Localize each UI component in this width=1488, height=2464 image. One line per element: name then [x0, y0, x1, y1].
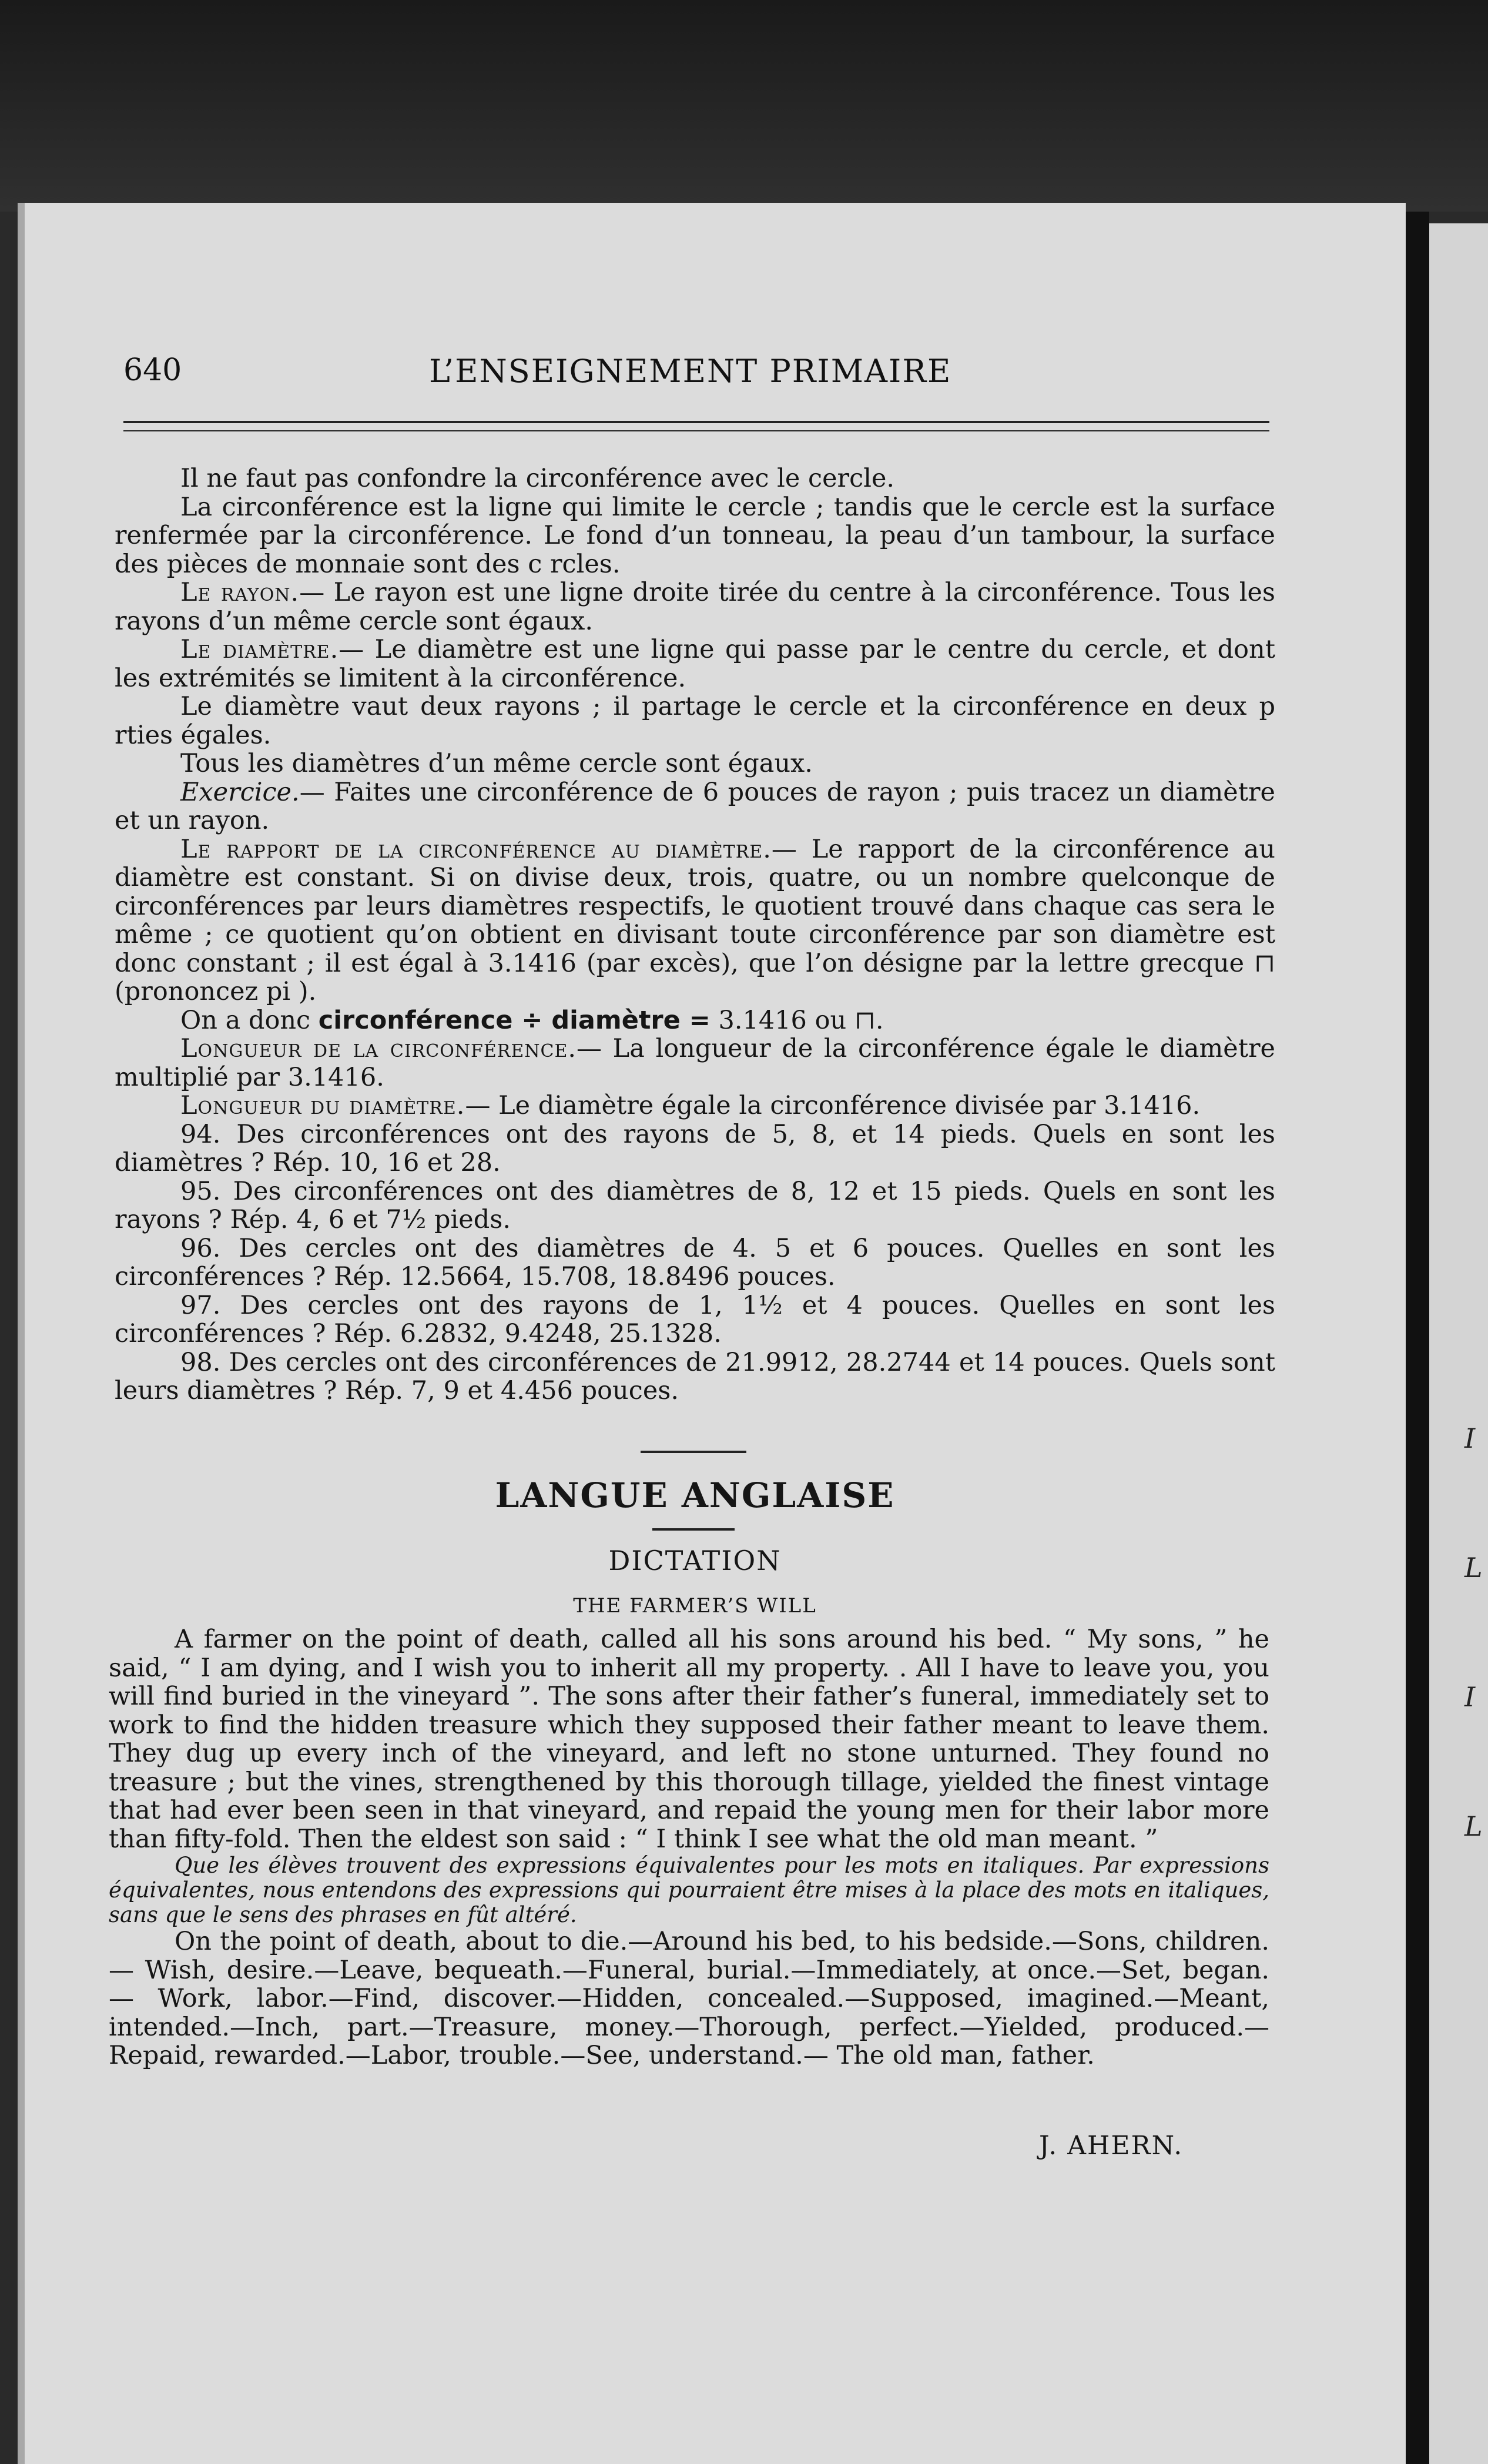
- paragraph: [115, 1092, 1275, 1120]
- paragraph: Tous les diamètres d’un même cercle sont égaux.: [180, 749, 813, 778]
- paragraph: Le diamètre vaut deux rayons ; il partage le cercle et la circonférence en deux p rties égales.: [115, 692, 1275, 750]
- paragraph-heading: Longueur de la circonférence.: [180, 1034, 577, 1063]
- paragraph-heading: Le diamètre.: [180, 635, 339, 664]
- paragraph-heading: Le rayon.: [180, 578, 300, 607]
- paragraph-text: — Le rapport de la circonférence au diamètre est constant. Si on divise deux, trois, quatre, ou un nombre quelconque de circonférences par leurs diamètres respectifs, le quotient trouvé dans chaque cas sera le même ; ce quotient qu’on obtient en divisant toute circonférence par son diamètre est donc constant ; il est égal à 3.1416 (par excès), que l’on désigne par la lettre grecque ⊓ (prononcez pi ).: [115, 834, 1275, 1006]
- adjacent-page-letter: I: [1464, 1681, 1476, 1713]
- header-rule-thin: [123, 430, 1269, 431]
- formula-intro: On a donc: [180, 1005, 311, 1035]
- paragraph-text: — Faites une circonférence de 6 pouces de rayon ; puis tracez un diamètre et un rayon.: [115, 777, 1275, 835]
- paragraph-text: — La longueur de la circonférence égale le diamètre multiplié par 3.1416.: [115, 1034, 1275, 1092]
- paragraph: [115, 578, 1275, 635]
- paragraph-heading: Le rapport de la circonférence au diamètre.: [180, 834, 772, 864]
- page-number: 640: [123, 353, 182, 388]
- section-subrule: [652, 1528, 735, 1531]
- exercise-question: 96. Des cercles ont des diamètres de 4. 5 et 6 pouces. Quelles en sont les circonférences ? Rép. 12.5664, 15.708, 18.8496 pouces.: [115, 1233, 1275, 1291]
- exercise-question: 97. Des cercles ont des rayons de 1, 1½ et 4 pouces. Quelles en sont les circonférences ? Rép. 6.2832, 9.4248, 25.1328.: [115, 1290, 1275, 1348]
- page-header: [123, 353, 1269, 400]
- exercise-question: 94. Des circonférences ont des rayons de 5, 8, et 14 pieds. Quels en sont les diamètres ? Rép. 10, 16 et 28.: [115, 1119, 1275, 1177]
- formula-result: 3.1416 ou ⊓.: [718, 1005, 884, 1035]
- instruction-paragraph: Que les élèves trouvent des expressions équivalentes pour les mots en italiques. Par expressions équivalentes, nous entendons des expressions qui pourraient être mises à la place des mots en italiques, sans que le sens des phrases en fût altéré.: [109, 1853, 1269, 1927]
- paragraph: La circonférence est la ligne qui limite le cercle ; tandis que le cercle est la surface renfermée par la circonférence. Le fond d’un tonneau, la peau d’un tambour, la surface des pièces de monnaie sont des c rcles.: [115, 492, 1275, 579]
- story-paragraph: A farmer on the point of death, called all his sons around his bed. “ My sons, ” he said, “ I am dying, and I wish you to inherit all my property. . All I have to leave you, you will find buried in the vineyard ”. The sons after their father’s funeral, immediately set to work to find the hidden treasure which they supposed their father meant to leave them. They dug up every inch of the vineyard, and left no stone unturned. They found no treasure ; but the vines, strengthened by this thorough tillage, yielded the finest vintage that had ever been seen in that vineyard, and repaid the young men for their labor more than fifty-fold. Then the eldest son said : “ I think I see what the old man meant. ”: [109, 1625, 1269, 1854]
- section-rule: [641, 1451, 746, 1453]
- section-title: LANGUE ANGLAISE: [495, 1475, 895, 1515]
- formula-line: [115, 1006, 1275, 1035]
- exercise-question: 98. Des cercles ont des circonférences de 21.9912, 28.2744 et 14 pouces. Quels sont leurs diamètres ? Rép. 7, 9 et 4.456 pouces.: [115, 1347, 1275, 1405]
- dictation-text: [109, 1625, 1269, 2070]
- paragraph: [115, 1035, 1275, 1092]
- adjacent-page-letter: L: [1464, 1810, 1483, 1842]
- scan-background-top: [0, 0, 1488, 212]
- adjacent-page-letter: I: [1464, 1422, 1476, 1454]
- adjacent-page-edge: [1429, 223, 1488, 2464]
- header-rule: [123, 421, 1269, 423]
- book-gutter: [1406, 212, 1429, 2464]
- geometry-lesson: [115, 464, 1275, 1405]
- story-title: THE FARMER’S WILL: [573, 1594, 817, 1618]
- paragraph: [115, 778, 1275, 835]
- paragraph: [115, 635, 1275, 692]
- paragraph-text: — Le rayon est une ligne droite tirée du centre à la circonférence. Tous les rayons d’un même cercle sont égaux.: [115, 578, 1275, 636]
- paragraph: [115, 835, 1275, 1006]
- answers-paragraph: On the point of death, about to die.—Around his bed, to his bedside.—Sons, children.— Wish, desire.—Leave, bequeath.—Funeral, burial.—Immediately, at once.—Set, began.— Work, labor.—Find, discover.—Hidden, concealed.—Supposed, imagined.—Meant, intended.—Inch, part.—Treasure, money.—Thorough, perfect.—Yielded, produced.—Repaid, rewarded.—Labor, trouble.—See, understand.— The old man, father.: [109, 1927, 1269, 2070]
- paragraph-text: — Le diamètre égale la circonférence divisée par 3.1416.: [465, 1091, 1201, 1120]
- exercise-question: 95. Des circonférences ont des diamètres de 8, 12 et 15 pieds. Quels en sont les rayons ? Rép. 4, 6 et 7½ pieds.: [115, 1176, 1275, 1234]
- adjacent-page-letter: L: [1464, 1552, 1483, 1583]
- section-subtitle: DICTATION: [608, 1545, 782, 1576]
- paragraph-text: — Le diamètre est une ligne qui passe par le centre du cercle, et dont les extrémités se limitent à la circonférence.: [115, 635, 1275, 693]
- author-signature: J. AHERN.: [1039, 2131, 1184, 2161]
- formula: circonférence ÷ diamètre =: [318, 1005, 711, 1035]
- paragraph-heading: Longueur du diamètre.: [180, 1091, 465, 1120]
- running-head: L’ENSEIGNEMENT PRIMAIRE: [429, 353, 952, 390]
- paragraph-heading: Exercice.: [180, 777, 300, 807]
- paragraph: Il ne faut pas confondre la circonférence avec le cercle.: [180, 464, 895, 493]
